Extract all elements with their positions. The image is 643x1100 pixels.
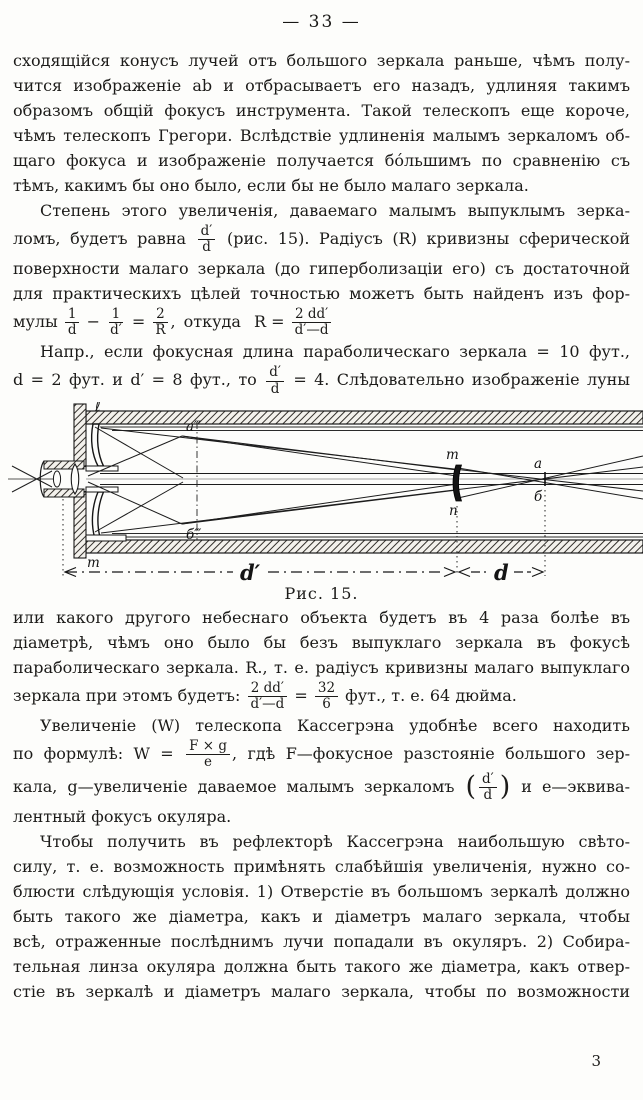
text-line: тельная линза окуляра должна быть такого же діаметра, какъ отвер- [13,957,630,977]
fraction: $\frac{2 dd'}{d'—d}$ [245,680,289,713]
figure-labels [87,402,543,582]
secondary-bottom-label: n [449,502,458,519]
fraction: $\frac{2}{R}$ [150,306,170,339]
text-line: чѣмъ телескопъ Грегори. Вслѣдствіе удлиненія малымъ зеркаломъ об- [13,126,630,145]
text-line: или какого другого небеснаго объекта будетъ въ 4 раза болѣе въ [13,607,630,627]
text-line: Степень этого увеличенія, даваемаго малымъ выпуклымъ зерка- [40,201,630,220]
exit-rays [8,466,54,492]
text-line: зеркала при этомъ будетъ: $\frac{2 dd'}{d'—d}$ = $\frac{32}{6}$ фут., т. е. 64 дюйма. [13,679,517,712]
dim-short-label: d [494,559,509,582]
fraction: $\frac{2 dd'}{d'—d}$ [290,306,334,339]
text-line: чится изображеніе ab и отбрасываетъ его назадъ, удлиняя такимъ [13,76,630,95]
focus-bottom-label: б [534,488,543,505]
image-top-label: a‴ [186,418,202,435]
fraction: $\frac{32}{6}$ [313,680,340,713]
text-line: лентный фокусъ окуляра. [13,807,232,827]
tube-wall-top [86,411,643,424]
fraction: $\frac{d'}{d}$ [196,223,218,256]
text-line: поверхности малаго зеркала (до гиперболизаціи его) съ достаточной [13,259,630,279]
text-line: Чтобы получить въ рефлекторѣ Кассегрэна наибольшую свѣто- [40,832,630,852]
text-line: кала, g—увеличеніе даваемое малымъ зеркаломъ ( $\frac{d'}{d}$ ) и e—эквива- [13,770,631,804]
dimension-lines [65,567,543,576]
text-line: для практическихъ цѣлей точностью можетъ быть найденъ изъ фор- [13,284,630,304]
figure-cassegrain [0,402,643,603]
telescope-diagram [0,402,643,582]
fraction: $\frac{1}{d'}$ [110,306,122,339]
back-plate-upper [74,404,86,466]
fraction: $\frac{d'}{d}$ [477,771,499,804]
text-line: параболическаго зеркала. R., т. е. радіусъ кривизны малаго выпуклаго [13,657,630,677]
text-line: ломъ, будетъ равна $\frac{d'}{d}$ (рис. 15). Радіусъ (R) кривизны сферической [13,223,630,256]
text-line: Увеличеніе (W) телескопа Кассегрэна удобнѣе всего находить [40,715,630,735]
primary-bottom-label: m [87,554,100,571]
text-upper [13,48,630,398]
text-line: щаго фокуса и изображеніе получается бо́льшимъ по сравненію съ [13,151,630,170]
text-line: Напр., если фокусная длина параболическаго зеркала = 10 фут., [40,342,630,362]
paren-fraction: ( $\frac{d'}{d}$ ) [465,770,511,804]
text-line: тѣмъ, какимъ бы оно было, если бы не было малаго зеркала. [13,176,529,195]
text-lower [13,605,630,1005]
back-plate-lower [74,492,86,558]
secondary-mirror [453,465,462,501]
text-line: быть такого же діаметра, какъ и діаметръ малаго зеркала, чтобы [13,907,630,927]
text-line: стіе въ зеркалѣ и діаметръ малаго зеркала, чтобы по возможности [13,982,630,1002]
primary-top-label: ℓ [95,401,101,415]
text-line: d = 2 фут. и d′ = 8 фут., то $\frac{d'}{d}$ = 4. Слѣдовательно изображеніе луны [13,364,631,397]
dim-long-label: d′ [240,559,261,582]
page-number: 3 [591,1052,601,1070]
page-header: — 33 — [282,12,361,32]
secondary-top-label: m [446,446,459,463]
image-bottom-label: б‴ [186,526,202,543]
focus-top-label: a [534,455,543,472]
text-line: всѣ, отраженные послѣднимъ лучи попадали въ окуляръ. 2) Собира- [13,932,630,952]
text-line: блюсти слѣдующія условія. 1) Отверстіе въ большомъ зеркалѣ должно [13,882,630,902]
text-line: діаметрѣ, чѣмъ оно было бы безъ выпуклаго зеркала въ фокусѣ [13,632,630,652]
fraction: $\frac{F \times g}{e}$ [184,738,232,771]
tube-wall-bottom [86,540,643,553]
fraction: $\frac{1}{d}$ [63,306,82,339]
text-line: мулы $\frac{1}{d}$ − $\frac{1}{d'}$ = $\frac{2}{R}$ , откуда R = $\frac{2 dd'}{d'—d}$ [13,306,630,339]
light-rays [86,427,643,533]
text-line: по формулѣ: W = $\frac{F \times g}{e}$ , гдѣ F—фокусное разстояніе большого зер- [13,737,630,770]
text-line: сходящійся конусъ лучей отъ большого зеркала раньше, чѣмъ полу- [13,51,630,70]
text-line: силу, т. е. возможность примѣнять слабѣйшія увеличенія, нужно со- [13,857,630,877]
figure-caption: Рис. 15. [284,583,359,603]
fraction: $\frac{d'}{d}$ [264,364,286,397]
text-line: образомъ общій фокусъ инструмента. Такой телескопъ еще короче, [13,101,630,120]
